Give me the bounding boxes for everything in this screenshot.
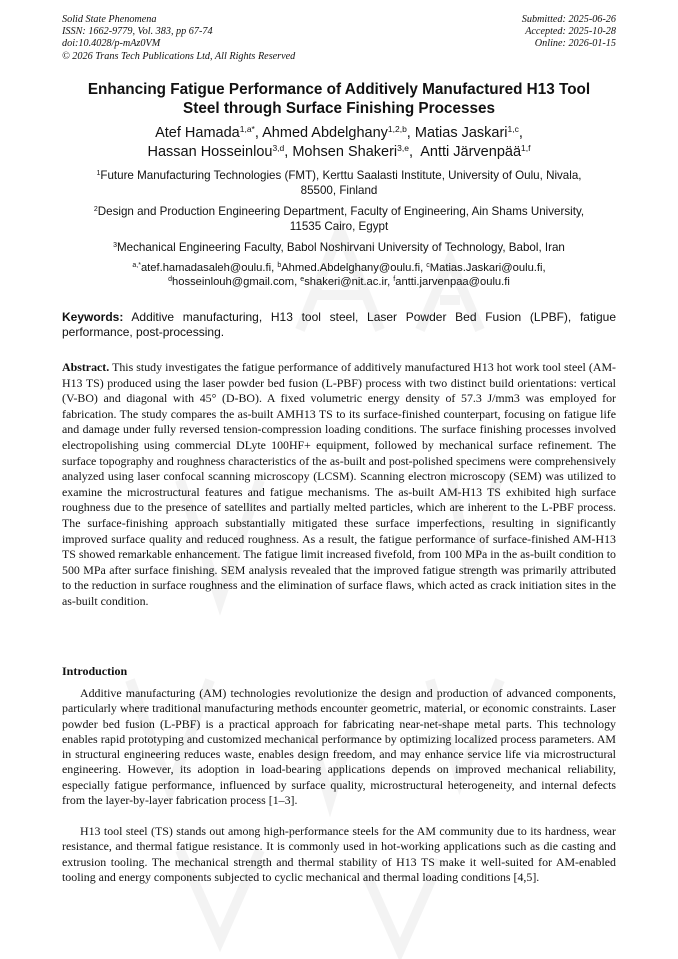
email-address: hosseinlouh@gmail.com, bbox=[172, 275, 298, 288]
author-list: Atef Hamada$^{1,a*}$, Ahmed Abdelghany$^{1,2,b}$, Matias Jaskari$^{1,c}$, Hassan Hosseinlou$^{3,d}$, Mohsen Shakeri$^{3,e}$, Antti Järvenpää$^{1,f}$ bbox=[147, 124, 531, 160]
author-sup: 3,d bbox=[272, 143, 285, 153]
paper-title bbox=[62, 80, 616, 118]
email-address: shakeri@nit.ac.ir, bbox=[304, 275, 391, 288]
journal-name: Solid State Phenomena bbox=[62, 14, 157, 25]
keywords-text: Additive manufacturing, H13 tool steel, Laser Powder Bed Fusion (LPBF), fatigue performance, post-processing. bbox=[62, 310, 616, 340]
affiliation-3 bbox=[70, 240, 608, 255]
author-name: Matias Jaskari bbox=[414, 125, 508, 141]
copyright: © 2026 Trans Tech Publications Ltd, All Rights Reserved bbox=[62, 50, 296, 62]
keywords bbox=[62, 310, 616, 341]
email-sup: f bbox=[393, 275, 396, 283]
affiliation-text: Design and Production Engineering Department, Faculty of Engineering, Ain Shams University, bbox=[97, 205, 585, 218]
affiliation-1 bbox=[70, 168, 608, 198]
intro-paragraph-2: H13 tool steel (TS) stands out among high-performance steels for the AM community due to its hardness, wear resistance, and thermal fatigue resistance. It is commonly used in hot-working applications such as die casting and extrusion tooling. The mechanical strength and thermal stability of H13 TS make it well-suited for AM-enabled tooling and energy components subjected to cyclic mechanical and thermal loading conditions [4,5]. bbox=[62, 824, 616, 884]
submitted-date: Submitted: 2025-06-26 bbox=[521, 14, 616, 25]
introduction-heading: Introduction bbox=[62, 664, 128, 678]
author-name: Hassan Hosseinlou bbox=[147, 144, 273, 160]
accepted-date: Accepted: 2025-10-28 bbox=[525, 26, 616, 38]
email-address: Ahmed.Abdelghany@oulu.fi, bbox=[281, 262, 424, 274]
email-sup: e bbox=[300, 275, 305, 283]
online-date: Online: 2026-01-15 bbox=[534, 38, 616, 50]
abstract bbox=[62, 360, 616, 610]
title-line-1: Enhancing Fatigue Performance of Additively Manufactured H13 Tool bbox=[87, 81, 591, 98]
affiliation-num: 3 bbox=[113, 242, 117, 249]
email-address: Matias.Jaskari@oulu.fi, bbox=[429, 262, 546, 274]
journal-issn: ISSN: 1662-9779, Vol. 383, pp 67-74 bbox=[62, 26, 213, 38]
affiliation-num: 1 bbox=[96, 170, 101, 177]
author-name: Ahmed Abdelghany bbox=[262, 125, 388, 141]
email-sup: d bbox=[168, 275, 173, 283]
publication-dates bbox=[522, 14, 616, 51]
author-sup: 3,e bbox=[397, 143, 409, 153]
email-list bbox=[62, 262, 616, 289]
author-sup: 1,f bbox=[521, 143, 531, 153]
author-sup: 1,c bbox=[507, 124, 519, 134]
author-name: Mohsen Shakeri bbox=[292, 144, 398, 160]
abstract-label: Abstract. bbox=[62, 360, 110, 374]
journal-info bbox=[62, 14, 295, 63]
email-address: antti.jarvenpaa@oulu.fi bbox=[395, 275, 510, 288]
keywords-label: Keywords: bbox=[62, 310, 124, 324]
journal-doi: doi:10.4028/p-mAz0VM bbox=[62, 38, 161, 50]
email-sup: a,* bbox=[132, 262, 141, 269]
affiliation-2 bbox=[70, 204, 608, 234]
affiliation-text: Future Manufacturing Technologies (FMT), Kerttu Saalasti Institute, University of Oulu, Nivala, bbox=[100, 169, 582, 182]
email-sup: b bbox=[277, 262, 282, 269]
email-sup: c bbox=[426, 262, 430, 269]
email-address: atef.hamadasaleh@oulu.fi, bbox=[140, 262, 275, 274]
affiliation-text: Mechanical Engineering Faculty, Babol Noshirvani University of Technology, Babol, Iran bbox=[117, 241, 565, 254]
intro-paragraph-1: Additive manufacturing (AM) technologies revolutionize the design and production of advanced components, particularly where traditional manufacturing methods encounter geometric, material, or economic constraints. Laser powder bed fusion (L-PBF) is a practical approach for fabricating near-net-shape metal parts. This technology enables rapid prototyping and customized mechanical performance by optimizing localized process parameters. AM in structural engineering reduces waste, enables design freedom, and may enhance service life via microstructural engineering. However, its adoption in load-bearing applications depends on improved mechanical reliability, especially fatigue performance, influenced by surface quality, microstructural heterogeneity, and internal defects from the layer-by-layer fabrication process [1–3]. bbox=[62, 686, 616, 808]
author-sup: 1,a* bbox=[239, 124, 255, 134]
author-sup: 1,2,b bbox=[387, 124, 407, 134]
affiliation-num: 2 bbox=[93, 206, 98, 213]
affiliation-text-2: 11535 Cairo, Egypt bbox=[289, 220, 389, 234]
affiliation-text-2: 85500, Finland bbox=[300, 184, 378, 198]
title-line-2: Steel through Surface Finishing Processes bbox=[183, 100, 495, 117]
abstract-text: This study investigates the fatigue performance of additively manufactured H13 hot work tool steel (AM-H13 TS) produced using the laser powder bed fusion (L-PBF) process with two distinct build orientations: vertical (V-BO) and diagonal with 45° (D-BO). A fixed volumetric energy density of 57.3 J/mm3 was employed for fabrication. The study compares the as-built AMH13 TS to its surface-finished counterpart, focusing on fatigue life and damage under fully reversed tension-compression loading conditions. The surface finishing processes involved electropolishing using commercial DLyte 100HF+ equipment, followed by mechanical surface refinement. The surface topography and roughness characteristics of the as-built and post-polished specimens were comprehensively analyzed using laser confocal scanning microscopy (LCSM). Scanning electron microscopy (SEM) was utilized to examine the microstructural features and fatigue mechanisms. The as-built AM-H13 TS exhibited high surface roughness due to the presence of satellites and partially melted particles, which are inherent to the L-PBF process. The surface-finishing approach substantially mitigated these surface imperfections, resulting in significantly improved surface quality and reduced roughness. As a result, the fatigue performance of surface-finished AM-H13 TS showed remarkable enhancement. The fatigue limit increased fivefold, from 100 MPa in the as-built condition to 500 MPa after surface finishing. SEM analysis revealed that the improved fatigue strength was primarily attributed to the reduction in surface roughness and the elimination of surface flaws, which acted as crack initiation sites in the as-built condition. bbox=[62, 360, 616, 608]
author-name: Antti Järvenpää bbox=[420, 144, 522, 160]
author-name: Atef Hamada bbox=[155, 125, 240, 141]
